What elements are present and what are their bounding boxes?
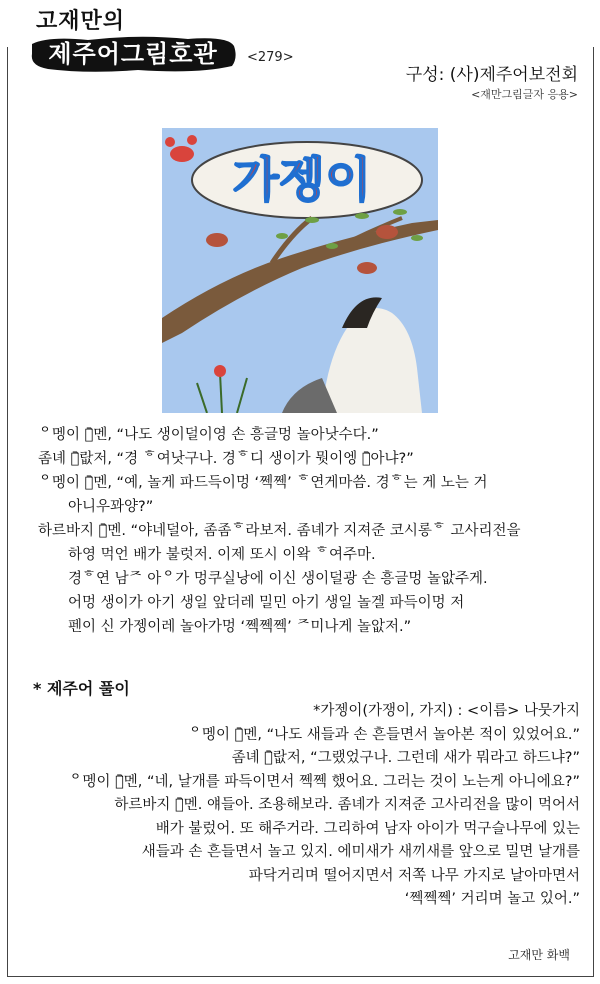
translation-line: 배가 불렀어. 또 해주거라. 그리하여 남자 아이가 먹구슬나무에 있는	[155, 820, 580, 837]
dialogue-block	[38, 423, 583, 639]
translation-line: 하르바지 ᄀ᷆멘. 얘들아. 조용해보라. 좀녜가 지져준 고사리전을 많이 먹어서	[114, 797, 580, 813]
translation-line: *가젱이(가쟁이, 가지) : <이름> 나뭇가지	[313, 703, 580, 719]
credit-line: 구성: (사)제주어보전회	[405, 65, 578, 85]
translation-line: ᄋ멩이 ᄀ᷆멘, “네, 날개를 파득이면서 쩩쩩 했어요. 그러는 것이 노는게 아니에요?”	[68, 773, 580, 790]
dialogue-line: 어멍 생이가 아기 생일 앞더레 밀민 아기 생일 놀겔 파득이멍 저	[68, 595, 465, 611]
dialogue-line: ᄋ멩이 ᄀ᷆멘, “나도 생이덜이영 손 흥글멍 놀아낫수다.”	[38, 427, 379, 443]
illustration-art	[162, 128, 438, 413]
dialogue-line: ᄋ멩이 ᄀ᷆멘, “예, 놀게 파드득이멍 ‘쩩쩩’ ᄒ연게마씀. 경ᄒ는 게 노는 거	[38, 475, 488, 491]
series-top-title: 고재만의	[30, 4, 131, 35]
series-banner-title: 제주어그림호관	[48, 40, 218, 68]
dialogue-line: 아니우꽈양?”	[68, 499, 154, 515]
issue-number: <279>	[247, 50, 294, 65]
dialogue-line: 좀녜 ᄀ᷆랎저, “경 ᄒ여낫구나. 경ᄒ디 생이가 뭣이엥 ᄀ᷆아냐?”	[38, 451, 414, 467]
artist-credit: 고재만 화백	[508, 948, 570, 962]
dialogue-line: 하영 먹언 배가 불럿저. 이제 또시 이왁 ᄒ여주마.	[68, 547, 376, 563]
illustration	[162, 128, 438, 413]
translation-line: 파닥거리며 떨어지면서 저쪽 나무 가지로 날아마면서	[248, 867, 580, 884]
illustration-title: 가젱이	[232, 152, 372, 208]
dialogue-line: 펜이 신 가젱이레 놀아가멍 ‘쩩쩩쩩’ ᄌ미나게 놀앖저.”	[68, 619, 412, 635]
translation-line: ‘쩩쩩쩩’ 거리며 놀고 있어.”	[404, 891, 580, 907]
translation-line: ᄋ멩이 ᄀ᷆멘, “나도 새들과 손 흔들면서 놀아본 적이 있었어요.”	[188, 726, 580, 743]
series-banner	[28, 34, 238, 74]
section-heading: * 제주어 풀이	[33, 679, 130, 698]
dialogue-line: 하르바지 ᄀ᷆멘. “야네덜아, 좀좀ᄒ라보저. 좀녜가 지져준 코시롱ᄒ 고사리전을	[38, 523, 521, 539]
dialogue-line: 경ᄒ연 남ᄌ 아ᄋ가 멍쿠실낭에 이신 생이덜광 손 흥글멍 놀앖주게.	[68, 571, 488, 587]
translation-line: 좀녜 ᄀ᷆랎저, “그랬었구나. 그런데 새가 뭐라고 하드냐?”	[231, 750, 580, 766]
credit-subline: <재만그림글자 응용>	[471, 88, 578, 101]
translation-block	[5, 700, 580, 912]
translation-line: 새들과 손 흔들면서 놀고 있지. 에미새가 새끼새를 앞으로 밀면 날개를	[141, 844, 580, 860]
